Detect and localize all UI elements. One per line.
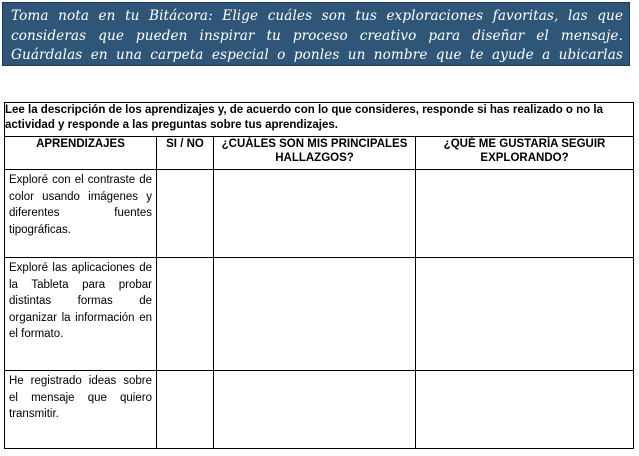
header-seguir-explorando: ¿QUÉ ME GUSTARÍA SEGUIR EXPLORANDO? [416, 137, 634, 170]
header-si-no: SI / NO [157, 137, 214, 170]
header-aprendizajes: APRENDIZAJES [5, 137, 157, 170]
hallazgos-cell[interactable] [214, 170, 416, 258]
seguir-explorando-cell[interactable] [416, 258, 634, 371]
hallazgos-cell[interactable] [214, 258, 416, 371]
aprendizaje-cell: He registrado ideas sobre el mensaje que quiero transmitir. [5, 371, 157, 449]
bitacora-banner [2, 2, 630, 83]
si-no-cell[interactable] [157, 258, 214, 371]
table-row [5, 258, 634, 371]
table-intro-row [5, 103, 634, 137]
hallazgos-cell[interactable] [214, 371, 416, 449]
seguir-explorando-cell[interactable] [416, 170, 634, 258]
table-header-row [5, 137, 634, 170]
table-row [5, 170, 634, 258]
si-no-cell[interactable] [157, 170, 214, 258]
banner-text: Toma nota en tu Bitácora: Elige cuáles son tus exploraciones favoritas, las que consideras que pueden inspirar tu proceso creativo para diseñar el mensaje. Guárdalas en una carpeta especial o ponles un nombre que te ayude a ubicarlas rápidamente. [11, 8, 623, 83]
aprendizaje-cell: Exploré las aplicaciones de la Tableta para probar distintas formas de organizar la información en el formato. [5, 258, 157, 371]
aprendizaje-cell: Exploré con el contraste de color usando imágenes y diferentes fuentes tipográficas. [5, 170, 157, 258]
seguir-explorando-cell[interactable] [416, 371, 634, 449]
si-no-cell[interactable] [157, 371, 214, 449]
table-row [5, 371, 634, 449]
aprendizajes-table [4, 102, 634, 449]
header-hallazgos: ¿CUÁLES SON MIS PRINCIPALES HALLAZGOS? [214, 137, 416, 170]
table-intro: Lee la descripción de los aprendizajes y, de acuerdo con lo que consideres, responde si has realizado o no la actividad y responde a las preguntas sobre tus aprendizajes. [5, 103, 634, 137]
